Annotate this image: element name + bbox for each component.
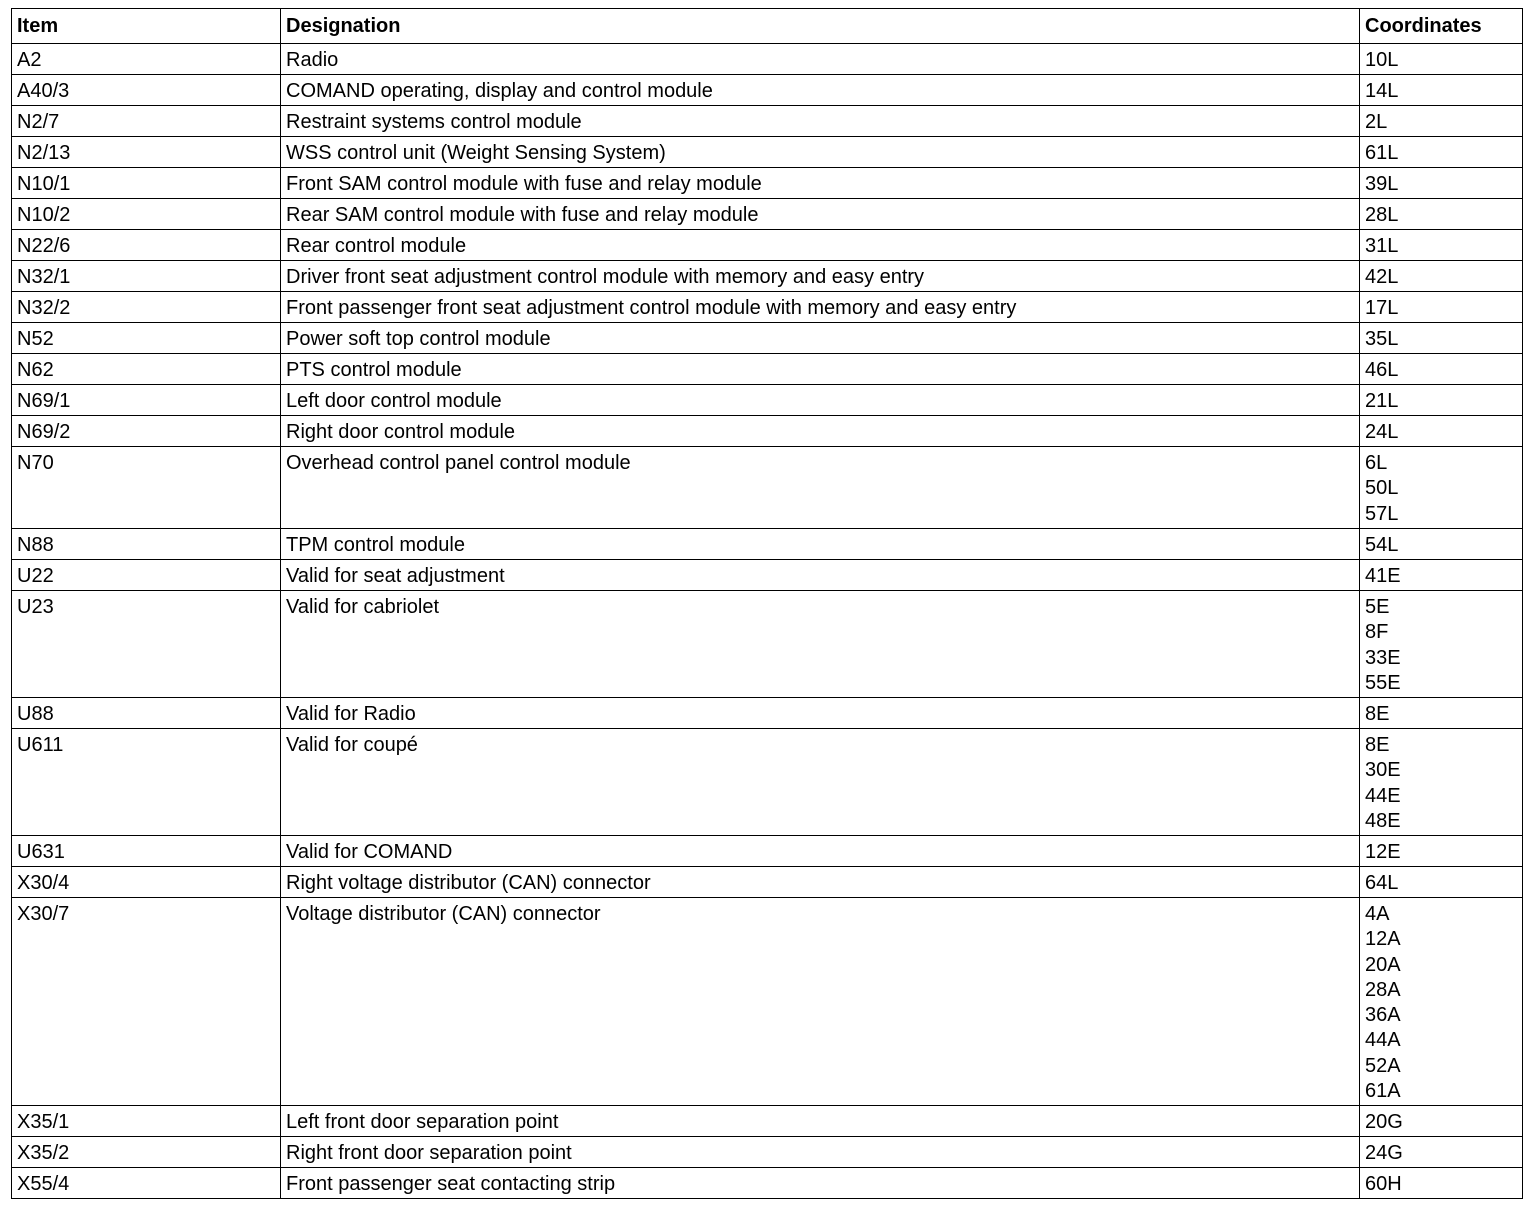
table-row [12, 199, 1523, 230]
cell-designation: Right voltage distributor (CAN) connector [281, 867, 1360, 898]
cell-coordinates [1360, 44, 1523, 75]
coordinate-value: 28L [1365, 204, 1399, 226]
cell-coordinates [1360, 529, 1523, 560]
cell-item: U631 [12, 836, 281, 867]
component-table [11, 8, 1523, 1199]
cell-coordinates [1360, 323, 1523, 354]
table-row [12, 168, 1523, 199]
coordinate-value: 20G [1365, 1111, 1403, 1133]
cell-designation: Voltage distributor (CAN) connector [281, 898, 1360, 1106]
cell-coordinates [1360, 591, 1523, 698]
table-row [12, 416, 1523, 447]
coordinate-value: 28A [1365, 978, 1401, 1001]
cell-designation: Valid for Radio [281, 698, 1360, 729]
cell-coordinates [1360, 836, 1523, 867]
cell-item: N10/2 [12, 199, 281, 230]
cell-coordinates [1360, 1106, 1523, 1137]
table-row [12, 698, 1523, 729]
coordinate-value: 12A [1365, 928, 1401, 951]
cell-designation: WSS control unit (Weight Sensing System) [281, 137, 1360, 168]
cell-coordinates [1360, 230, 1523, 261]
cell-designation: COMAND operating, display and control module [281, 75, 1360, 106]
table-row [12, 867, 1523, 898]
cell-designation: Restraint systems control module [281, 106, 1360, 137]
coordinate-value: 6L [1365, 452, 1388, 474]
cell-item: N70 [12, 447, 281, 529]
cell-item: N2/7 [12, 106, 281, 137]
cell-designation: Front passenger seat contacting strip [281, 1168, 1360, 1199]
cell-item: X30/7 [12, 898, 281, 1106]
cell-designation: Left front door separation point [281, 1106, 1360, 1137]
table-row [12, 137, 1523, 168]
cell-coordinates [1360, 106, 1523, 137]
coordinate-value: 21L [1365, 390, 1399, 412]
cell-designation: Valid for cabriolet [281, 591, 1360, 698]
coordinate-value: 8F [1365, 621, 1389, 644]
cell-item: A40/3 [12, 75, 281, 106]
table-row [12, 447, 1523, 529]
coordinate-value: 48E [1365, 809, 1401, 832]
coordinate-value: 44A [1365, 1029, 1401, 1052]
cell-designation: Overhead control panel control module [281, 447, 1360, 529]
cell-coordinates [1360, 75, 1523, 106]
cell-coordinates [1360, 199, 1523, 230]
coordinate-value: 5E [1365, 596, 1390, 618]
header-item: Item [12, 9, 281, 44]
cell-designation: Valid for coupé [281, 729, 1360, 836]
cell-designation: Rear control module [281, 230, 1360, 261]
table-row [12, 591, 1523, 698]
cell-coordinates [1360, 1168, 1523, 1199]
table-row [12, 385, 1523, 416]
table-row [12, 529, 1523, 560]
coordinate-value: 57L [1365, 502, 1399, 525]
cell-designation: Valid for COMAND [281, 836, 1360, 867]
cell-item: N32/1 [12, 261, 281, 292]
coordinate-value: 39L [1365, 173, 1399, 195]
cell-item: N69/1 [12, 385, 281, 416]
cell-item: X30/4 [12, 867, 281, 898]
coordinate-value: 36A [1365, 1004, 1401, 1027]
coordinate-value: 61A [1365, 1080, 1401, 1103]
cell-item: A2 [12, 44, 281, 75]
cell-designation: Rear SAM control module with fuse and relay module [281, 199, 1360, 230]
coordinate-value: 31L [1365, 235, 1399, 257]
cell-designation: Valid for seat adjustment [281, 560, 1360, 591]
table-row [12, 354, 1523, 385]
cell-item: U611 [12, 729, 281, 836]
cell-designation: Right front door separation point [281, 1137, 1360, 1168]
cell-coordinates [1360, 867, 1523, 898]
coordinate-value: 64L [1365, 872, 1399, 894]
coordinate-value: 10L [1365, 49, 1399, 71]
cell-item: U88 [12, 698, 281, 729]
coordinate-value: 24G [1365, 1142, 1403, 1164]
cell-designation: TPM control module [281, 529, 1360, 560]
cell-designation: Radio [281, 44, 1360, 75]
cell-coordinates [1360, 560, 1523, 591]
cell-designation: Front passenger front seat adjustment control module with memory and easy entry [281, 292, 1360, 323]
table-row [12, 292, 1523, 323]
coordinate-value: 46L [1365, 359, 1399, 381]
table-row [12, 106, 1523, 137]
coordinate-value: 50L [1365, 477, 1399, 500]
cell-item: N88 [12, 529, 281, 560]
cell-item: N22/6 [12, 230, 281, 261]
coordinate-value: 8E [1365, 734, 1390, 756]
coordinate-value: 8E [1365, 703, 1390, 725]
coordinate-value: 24L [1365, 421, 1399, 443]
table-row [12, 836, 1523, 867]
table-row [12, 1137, 1523, 1168]
cell-item: N32/2 [12, 292, 281, 323]
coordinate-value: 14L [1365, 80, 1399, 102]
coordinate-value: 44E [1365, 784, 1401, 807]
cell-designation: Driver front seat adjustment control module with memory and easy entry [281, 261, 1360, 292]
cell-item: X55/4 [12, 1168, 281, 1199]
table-row [12, 230, 1523, 261]
coordinate-value: 17L [1365, 297, 1399, 319]
table-row [12, 261, 1523, 292]
coordinate-value: 42L [1365, 266, 1399, 288]
table-body [12, 44, 1523, 1199]
table-row [12, 323, 1523, 354]
cell-item: N52 [12, 323, 281, 354]
table-row [12, 898, 1523, 1106]
cell-coordinates [1360, 261, 1523, 292]
cell-coordinates [1360, 168, 1523, 199]
cell-item: N69/2 [12, 416, 281, 447]
coordinate-value: 55E [1365, 671, 1401, 694]
cell-item: N10/1 [12, 168, 281, 199]
coordinate-value: 60H [1365, 1173, 1402, 1195]
cell-designation: Right door control module [281, 416, 1360, 447]
table-row [12, 1168, 1523, 1199]
coordinate-value: 4A [1365, 903, 1390, 925]
cell-coordinates [1360, 698, 1523, 729]
coordinate-value: 30E [1365, 759, 1401, 782]
cell-coordinates [1360, 898, 1523, 1106]
table-row [12, 1106, 1523, 1137]
coordinate-value: 20A [1365, 953, 1401, 976]
cell-coordinates [1360, 729, 1523, 836]
coordinate-value: 12E [1365, 841, 1401, 863]
cell-designation: PTS control module [281, 354, 1360, 385]
coordinate-value: 33E [1365, 646, 1401, 669]
header-designation: Designation [281, 9, 1360, 44]
cell-coordinates [1360, 447, 1523, 529]
cell-item: U23 [12, 591, 281, 698]
coordinate-value: 41E [1365, 565, 1401, 587]
cell-item: N62 [12, 354, 281, 385]
cell-item: X35/2 [12, 1137, 281, 1168]
cell-coordinates [1360, 385, 1523, 416]
table-row [12, 44, 1523, 75]
header-row [12, 9, 1523, 44]
cell-coordinates [1360, 416, 1523, 447]
header-coordinates: Coordinates [1360, 9, 1523, 44]
coordinate-value: 52A [1365, 1054, 1401, 1077]
table-row [12, 560, 1523, 591]
cell-designation: Front SAM control module with fuse and relay module [281, 168, 1360, 199]
cell-item: U22 [12, 560, 281, 591]
cell-coordinates [1360, 1137, 1523, 1168]
table-row [12, 729, 1523, 836]
coordinate-value: 35L [1365, 328, 1399, 350]
cell-coordinates [1360, 354, 1523, 385]
cell-designation: Left door control module [281, 385, 1360, 416]
cell-item: N2/13 [12, 137, 281, 168]
cell-designation: Power soft top control module [281, 323, 1360, 354]
coordinate-value: 61L [1365, 142, 1399, 164]
cell-item: X35/1 [12, 1106, 281, 1137]
coordinate-value: 54L [1365, 534, 1399, 556]
coordinate-value: 2L [1365, 111, 1388, 133]
table-row [12, 75, 1523, 106]
cell-coordinates [1360, 137, 1523, 168]
cell-coordinates [1360, 292, 1523, 323]
